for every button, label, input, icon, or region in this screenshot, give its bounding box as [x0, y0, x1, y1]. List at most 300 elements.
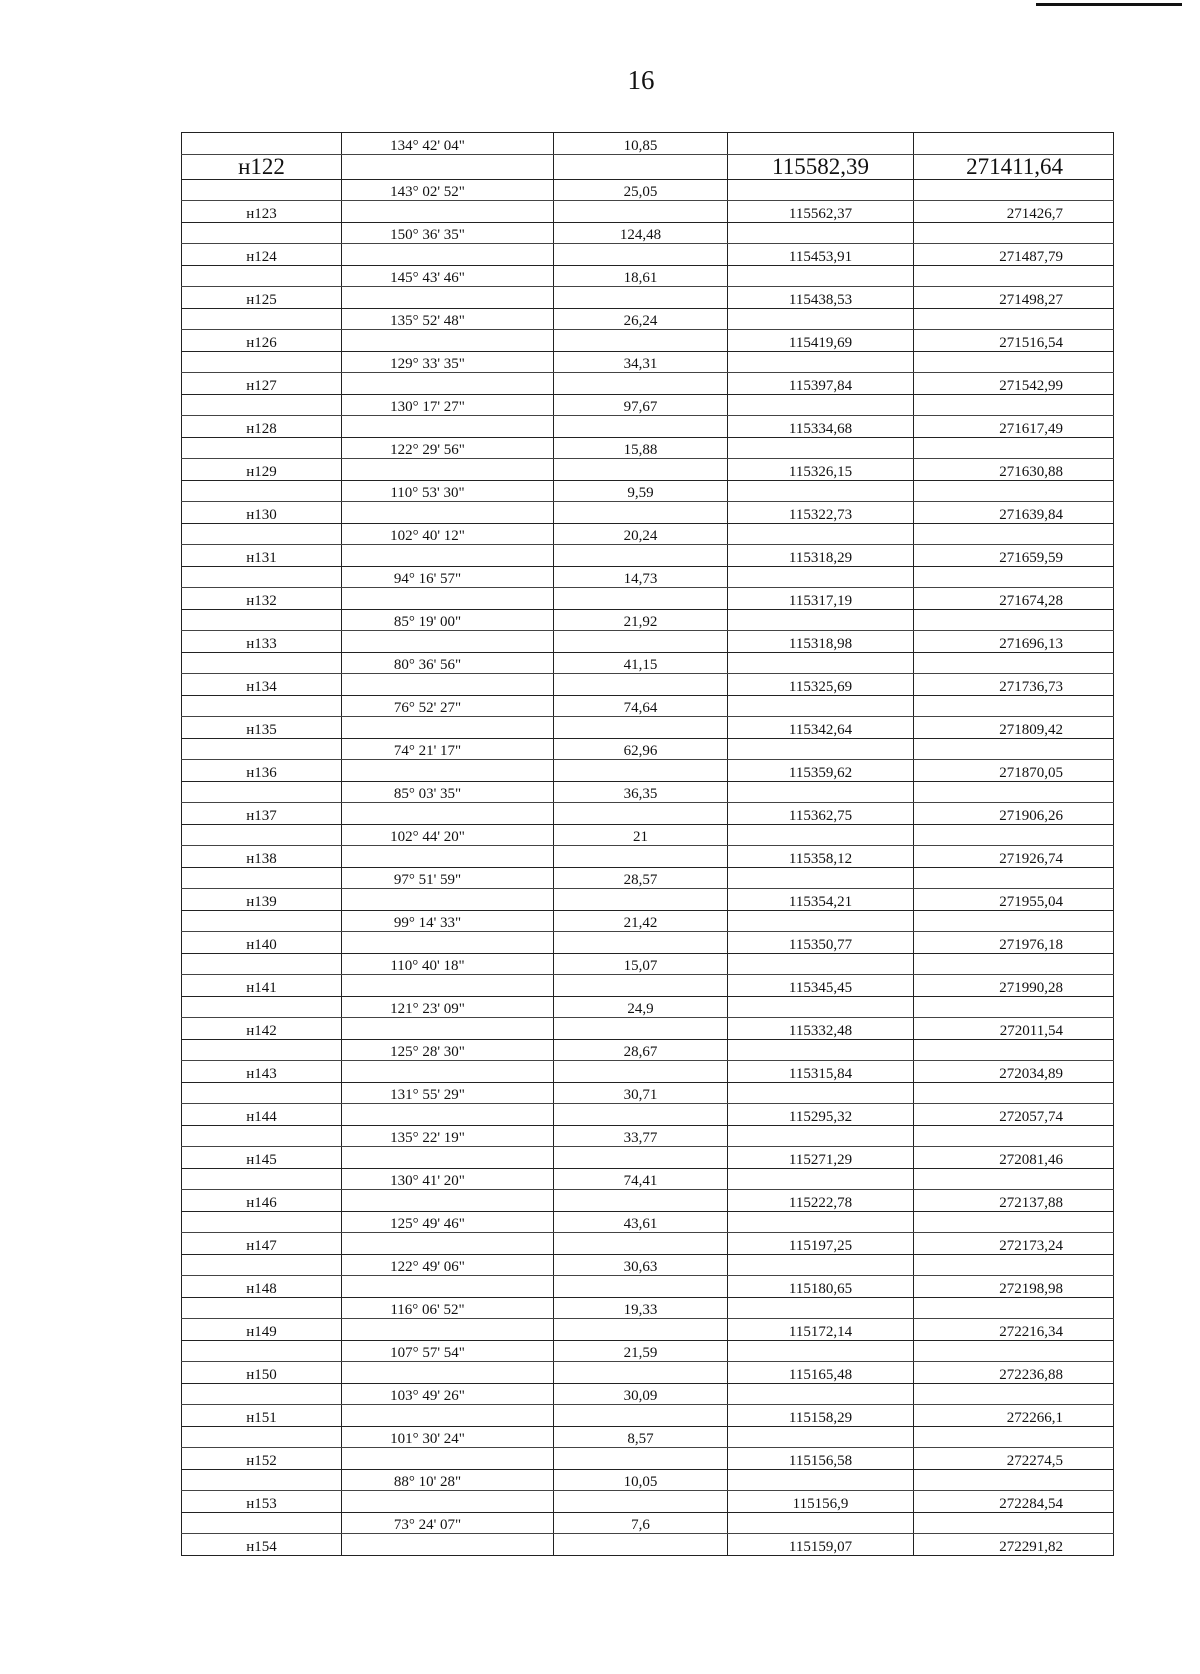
y-cell — [914, 609, 1114, 631]
distance-cell — [554, 1125, 728, 1147]
y-cell — [914, 760, 1114, 782]
point-name-cell — [182, 502, 342, 524]
y-cell — [914, 1426, 1114, 1448]
angle-cell — [342, 1448, 554, 1470]
angle-cell — [342, 824, 554, 846]
distance-cell — [554, 1405, 728, 1427]
x-cell — [728, 222, 914, 244]
y-cell — [914, 545, 1114, 567]
x-cell — [728, 674, 914, 696]
angle-value: 76° 52' 27" — [393, 700, 462, 716]
x-cell — [728, 1211, 914, 1233]
point-name-cell — [182, 1319, 342, 1341]
point-name-cell — [182, 1061, 342, 1083]
distance-cell — [554, 566, 728, 588]
distance-value: 33,77 — [623, 1130, 658, 1146]
table-row-segment — [182, 351, 1114, 373]
distance-cell — [554, 179, 728, 201]
distance-cell — [554, 1254, 728, 1276]
y-cell — [914, 824, 1114, 846]
angle-cell — [342, 1469, 554, 1491]
point-name-cell — [182, 416, 342, 438]
table-row-point — [182, 330, 1114, 352]
y-cell — [914, 889, 1114, 911]
point-name-cell — [182, 588, 342, 610]
x-cell — [728, 717, 914, 739]
angle-cell — [342, 760, 554, 782]
x-coordinate: 115156,58 — [788, 1452, 853, 1469]
table-row-segment — [182, 523, 1114, 545]
y-coordinate: 271955,04 — [999, 893, 1063, 910]
table-row-segment — [182, 953, 1114, 975]
y-cell — [914, 265, 1114, 287]
x-cell — [728, 287, 914, 309]
x-coordinate: 115197,25 — [788, 1237, 853, 1254]
y-cell — [914, 287, 1114, 309]
y-cell — [914, 1319, 1114, 1341]
table-row-segment — [182, 1297, 1114, 1319]
point-name: н125 — [246, 291, 277, 308]
table-row-point — [182, 1190, 1114, 1212]
x-coordinate: 115358,12 — [788, 850, 853, 867]
x-coordinate: 115334,68 — [788, 420, 853, 437]
distance-cell — [554, 1491, 728, 1513]
y-cell — [914, 1104, 1114, 1126]
angle-value: 94° 16' 57" — [393, 571, 462, 587]
distance-value: 15,88 — [623, 442, 658, 458]
x-cell — [728, 373, 914, 395]
point-name: н135 — [246, 721, 277, 738]
distance-value: 124,48 — [619, 227, 662, 243]
x-cell — [728, 437, 914, 459]
point-name: н142 — [246, 1022, 277, 1039]
distance-cell — [554, 824, 728, 846]
angle-cell — [342, 953, 554, 975]
angle-cell — [342, 545, 554, 567]
point-name-cell — [182, 394, 342, 416]
x-cell — [728, 631, 914, 653]
table-row-segment — [182, 1426, 1114, 1448]
distance-value: 74,41 — [623, 1173, 658, 1189]
y-cell — [914, 717, 1114, 739]
x-cell — [728, 910, 914, 932]
table-row-point — [182, 1491, 1114, 1513]
angle-cell — [342, 373, 554, 395]
point-name-cell — [182, 179, 342, 201]
x-cell — [728, 609, 914, 631]
table-row-point — [182, 1147, 1114, 1169]
table-row-point — [182, 154, 1114, 179]
distance-cell — [554, 910, 728, 932]
table-row-segment — [182, 1340, 1114, 1362]
y-coordinate: 271696,13 — [999, 635, 1063, 652]
point-name: н140 — [246, 936, 277, 953]
x-cell — [728, 889, 914, 911]
x-cell — [728, 502, 914, 524]
x-cell — [728, 953, 914, 975]
y-coordinate: 271542,99 — [999, 377, 1063, 394]
coordinates-table-body — [182, 133, 1114, 1556]
angle-value: 145° 43' 46" — [390, 270, 465, 286]
angle-cell — [342, 674, 554, 696]
distance-value: 62,96 — [623, 743, 658, 759]
angle-cell — [342, 1190, 554, 1212]
table-row-point — [182, 760, 1114, 782]
distance-cell — [554, 351, 728, 373]
point-name: н131 — [246, 549, 277, 566]
angle-cell — [342, 459, 554, 481]
table-row-point — [182, 459, 1114, 481]
y-cell — [914, 1125, 1114, 1147]
y-coordinate: 271926,74 — [999, 850, 1063, 867]
point-name-cell — [182, 609, 342, 631]
table-row-point — [182, 1319, 1114, 1341]
distance-value: 15,07 — [623, 958, 658, 974]
angle-cell — [342, 609, 554, 631]
distance-cell — [554, 1233, 728, 1255]
angle-cell — [342, 1362, 554, 1384]
y-coordinate: 271630,88 — [999, 463, 1063, 480]
distance-cell — [554, 416, 728, 438]
angle-value: 85° 19' 00" — [393, 614, 462, 630]
distance-value: 10,85 — [623, 137, 658, 154]
y-coordinate: 272081,46 — [999, 1151, 1063, 1168]
point-name-cell — [182, 1082, 342, 1104]
point-name-cell — [182, 1405, 342, 1427]
x-coordinate: 115172,14 — [788, 1323, 853, 1340]
y-cell — [914, 953, 1114, 975]
x-coordinate: 115562,37 — [788, 205, 853, 222]
point-name-cell — [182, 133, 342, 155]
x-coordinate: 115318,98 — [788, 635, 853, 652]
table-row-segment — [182, 1469, 1114, 1491]
x-cell — [728, 1190, 914, 1212]
point-name-cell — [182, 1190, 342, 1212]
angle-cell — [342, 1426, 554, 1448]
y-coordinate: 271976,18 — [999, 936, 1063, 953]
angle-value: 102° 40' 12" — [390, 528, 465, 544]
x-coordinate: 115271,29 — [788, 1151, 853, 1168]
angle-cell — [342, 330, 554, 352]
y-cell — [914, 179, 1114, 201]
angle-cell — [342, 1233, 554, 1255]
distance-cell — [554, 1211, 728, 1233]
x-cell — [728, 459, 914, 481]
angle-cell — [342, 244, 554, 266]
distance-value: 24,9 — [627, 1001, 654, 1017]
table-row-point — [182, 416, 1114, 438]
distance-cell — [554, 867, 728, 889]
distance-cell — [554, 1512, 728, 1534]
y-coordinate: 272284,54 — [999, 1495, 1063, 1512]
point-name: н141 — [246, 979, 277, 996]
x-cell — [728, 760, 914, 782]
angle-cell — [342, 416, 554, 438]
angle-cell — [342, 566, 554, 588]
distance-cell — [554, 287, 728, 309]
table-row-segment — [182, 566, 1114, 588]
x-cell — [728, 201, 914, 223]
x-cell — [728, 1254, 914, 1276]
distance-cell — [554, 1362, 728, 1384]
distance-cell — [554, 760, 728, 782]
angle-value: 116° 06' 52" — [390, 1302, 465, 1318]
table-row-point — [182, 717, 1114, 739]
x-coordinate: 115158,29 — [788, 1409, 853, 1426]
point-name: н132 — [246, 592, 277, 609]
distance-value: 18,61 — [623, 270, 658, 286]
point-name-cell — [182, 1383, 342, 1405]
angle-cell — [342, 1276, 554, 1298]
distance-value: 30,09 — [623, 1388, 658, 1404]
y-cell — [914, 416, 1114, 438]
angle-cell — [342, 201, 554, 223]
x-coordinate: 115453,91 — [788, 248, 853, 265]
table-row-point — [182, 932, 1114, 954]
table-row-point — [182, 287, 1114, 309]
point-name: н153 — [246, 1495, 277, 1512]
table-row-point — [182, 201, 1114, 223]
y-coordinate: 271870,05 — [999, 764, 1063, 781]
distance-cell — [554, 523, 728, 545]
distance-cell — [554, 1018, 728, 1040]
angle-cell — [342, 1061, 554, 1083]
y-cell — [914, 459, 1114, 481]
y-cell — [914, 1448, 1114, 1470]
angle-cell — [342, 1534, 554, 1556]
point-name: н150 — [246, 1366, 277, 1383]
x-cell — [728, 1534, 914, 1556]
distance-value: 25,05 — [623, 184, 658, 200]
distance-cell — [554, 265, 728, 287]
x-cell — [728, 1469, 914, 1491]
distance-cell — [554, 975, 728, 997]
point-name-cell — [182, 351, 342, 373]
x-cell — [728, 738, 914, 760]
point-name-cell — [182, 308, 342, 330]
angle-value: 134° 42' 04" — [390, 137, 465, 154]
angle-cell — [342, 1319, 554, 1341]
angle-cell — [342, 1297, 554, 1319]
x-cell — [728, 996, 914, 1018]
angle-value: 99° 14' 33" — [393, 915, 462, 931]
y-cell — [914, 244, 1114, 266]
table-row-segment — [182, 1383, 1114, 1405]
point-name-cell — [182, 889, 342, 911]
point-name-cell — [182, 674, 342, 696]
y-cell — [914, 932, 1114, 954]
distance-cell — [554, 803, 728, 825]
x-cell — [728, 1125, 914, 1147]
table-row-segment — [182, 179, 1114, 201]
distance-value: 9,59 — [627, 485, 654, 501]
table-row-segment — [182, 1211, 1114, 1233]
point-name-cell — [182, 1276, 342, 1298]
angle-cell — [342, 1512, 554, 1534]
angle-cell — [342, 308, 554, 330]
angle-cell — [342, 1405, 554, 1427]
point-name-cell — [182, 738, 342, 760]
point-name-cell — [182, 846, 342, 868]
y-coordinate: 271906,26 — [999, 807, 1063, 824]
angle-cell — [342, 154, 554, 179]
y-cell — [914, 631, 1114, 653]
angle-value: 125° 49' 46" — [390, 1216, 465, 1232]
table-row-point — [182, 1362, 1114, 1384]
x-coordinate: 115159,07 — [788, 1538, 853, 1555]
x-cell — [728, 1405, 914, 1427]
angle-cell — [342, 179, 554, 201]
x-cell — [728, 1018, 914, 1040]
point-name-cell — [182, 1254, 342, 1276]
y-cell — [914, 351, 1114, 373]
x-cell — [728, 1276, 914, 1298]
y-cell — [914, 1039, 1114, 1061]
x-coordinate: 115325,69 — [788, 678, 853, 695]
distance-value: 10,05 — [623, 1474, 658, 1490]
table-row-point — [182, 588, 1114, 610]
distance-cell — [554, 1190, 728, 1212]
distance-cell — [554, 1534, 728, 1556]
distance-cell — [554, 244, 728, 266]
point-name: н136 — [246, 764, 277, 781]
point-name: н143 — [246, 1065, 277, 1082]
angle-cell — [342, 588, 554, 610]
x-cell — [728, 1319, 914, 1341]
distance-cell — [554, 631, 728, 653]
angle-cell — [342, 781, 554, 803]
angle-value: 85° 03' 35" — [393, 786, 462, 802]
angle-cell — [342, 1211, 554, 1233]
angle-cell — [342, 867, 554, 889]
distance-cell — [554, 652, 728, 674]
point-name-cell — [182, 717, 342, 739]
y-cell — [914, 133, 1114, 155]
y-cell — [914, 1276, 1114, 1298]
y-cell — [914, 1147, 1114, 1169]
distance-cell — [554, 738, 728, 760]
point-name: н139 — [246, 893, 277, 910]
x-cell — [728, 1168, 914, 1190]
y-coordinate: 272011,54 — [999, 1022, 1063, 1039]
x-cell — [728, 265, 914, 287]
angle-cell — [342, 394, 554, 416]
point-name-cell — [182, 1039, 342, 1061]
point-name-cell — [182, 781, 342, 803]
x-cell — [728, 1147, 914, 1169]
point-name-cell — [182, 1168, 342, 1190]
table-row-segment — [182, 133, 1114, 155]
x-coordinate: 115397,84 — [788, 377, 853, 394]
point-name-cell — [182, 652, 342, 674]
y-coordinate: 272266,1 — [1006, 1409, 1063, 1426]
distance-cell — [554, 674, 728, 696]
table-row-segment — [182, 652, 1114, 674]
angle-cell — [342, 846, 554, 868]
x-cell — [728, 179, 914, 201]
point-name-cell — [182, 1125, 342, 1147]
angle-cell — [342, 932, 554, 954]
point-name-cell — [182, 244, 342, 266]
x-cell — [728, 1448, 914, 1470]
y-coordinate: 272173,24 — [999, 1237, 1063, 1254]
y-cell — [914, 975, 1114, 997]
table-row-segment — [182, 695, 1114, 717]
y-cell — [914, 480, 1114, 502]
x-coordinate: 115295,32 — [788, 1108, 853, 1125]
x-cell — [728, 1491, 914, 1513]
x-coordinate: 115156,9 — [792, 1495, 849, 1512]
x-coordinate: 115359,62 — [788, 764, 853, 781]
y-cell — [914, 502, 1114, 524]
y-cell — [914, 394, 1114, 416]
angle-value: 121° 23' 09" — [390, 1001, 465, 1017]
point-name: н145 — [246, 1151, 277, 1168]
angle-value: 122° 49' 06" — [390, 1259, 465, 1275]
angle-value: 129° 33' 35" — [390, 356, 465, 372]
table-row-point — [182, 1448, 1114, 1470]
point-name: н127 — [246, 377, 277, 394]
point-name: н133 — [246, 635, 277, 652]
angle-value: 97° 51' 59" — [393, 872, 462, 888]
x-coordinate: 115342,64 — [788, 721, 853, 738]
point-name-cell — [182, 1018, 342, 1040]
point-name: н146 — [246, 1194, 277, 1211]
x-cell — [728, 416, 914, 438]
distance-cell — [554, 932, 728, 954]
point-name-cell — [182, 287, 342, 309]
distance-cell — [554, 1039, 728, 1061]
y-cell — [914, 910, 1114, 932]
angle-cell — [342, 975, 554, 997]
y-cell — [914, 373, 1114, 395]
page-number: 16 — [627, 65, 655, 95]
point-name: н148 — [246, 1280, 277, 1297]
point-name-cell — [182, 867, 342, 889]
distance-cell — [554, 1104, 728, 1126]
point-name-cell — [182, 437, 342, 459]
y-coordinate: 271674,28 — [999, 592, 1063, 609]
point-name-cell — [182, 1233, 342, 1255]
angle-value: 125° 28' 30" — [390, 1044, 465, 1060]
distance-cell — [554, 996, 728, 1018]
angle-cell — [342, 437, 554, 459]
distance-cell — [554, 1297, 728, 1319]
x-coordinate: 115165,48 — [788, 1366, 853, 1383]
angle-value: 150° 36' 35" — [390, 227, 465, 243]
distance-cell — [554, 222, 728, 244]
point-name-cell — [182, 1362, 342, 1384]
point-name-cell — [182, 996, 342, 1018]
distance-cell — [554, 480, 728, 502]
table-row-segment — [182, 308, 1114, 330]
point-name: н152 — [246, 1452, 277, 1469]
point-name-cell — [182, 695, 342, 717]
point-name-cell — [182, 631, 342, 653]
angle-value: 131° 55' 29" — [390, 1087, 465, 1103]
angle-value: 101° 30' 24" — [390, 1431, 465, 1447]
point-name: н123 — [246, 205, 277, 222]
y-cell — [914, 566, 1114, 588]
distance-value: 8,57 — [627, 1431, 654, 1447]
point-name: н149 — [246, 1323, 277, 1340]
x-coordinate: 115222,78 — [788, 1194, 853, 1211]
point-name: н147 — [246, 1237, 277, 1254]
x-cell — [728, 1233, 914, 1255]
point-name-cell — [182, 201, 342, 223]
table-row-segment — [182, 265, 1114, 287]
point-name-cell — [182, 154, 342, 179]
